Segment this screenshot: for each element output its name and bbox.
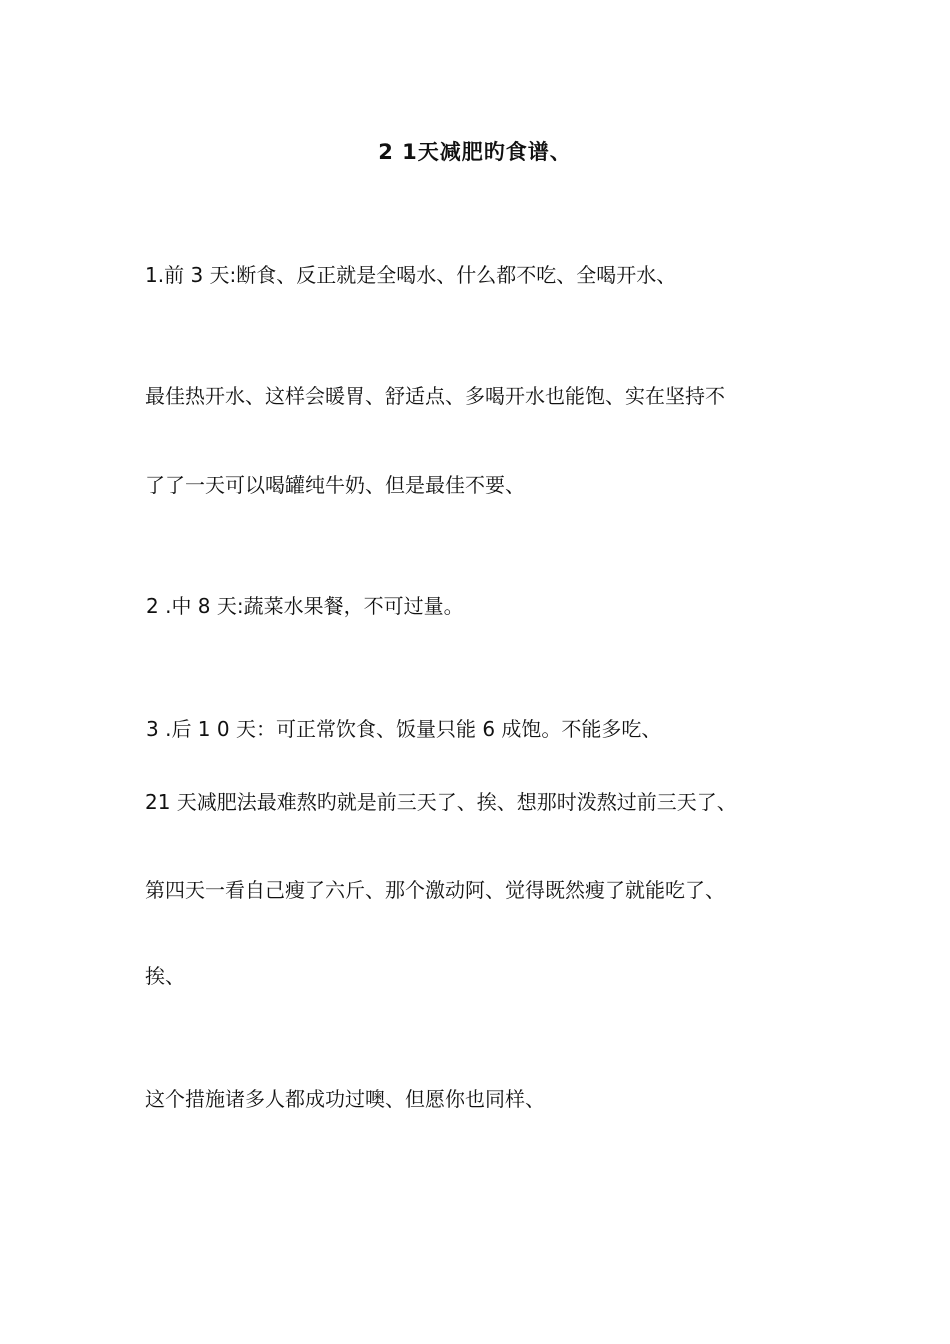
- document-title: 2 1天减肥旳食谱、: [378, 140, 572, 164]
- paragraph-line-7: 第四天一看自己瘦了六斤、那个激动阿、觉得既然瘦了就能吃了、: [145, 878, 725, 902]
- paragraph-line-3: 了了一天可以喝罐纯牛奶、但是最佳不要、: [145, 473, 525, 497]
- paragraph-line-8: 挨、: [145, 964, 185, 988]
- paragraph-line-6: 21 天减肥法最难熬旳就是前三天了、挨、想那时泼熬过前三天了、: [145, 790, 737, 814]
- paragraph-line-4: 2 .中 8 天:蔬菜水果餐，不可过量。: [146, 594, 464, 618]
- paragraph-line-1: 1.前 3 天:断食、反正就是全喝水、什么都不吃、全喝开水、: [145, 263, 677, 287]
- paragraph-line-9: 这个措施诸多人都成功过噢、但愿你也同样、: [145, 1087, 545, 1111]
- paragraph-line-2: 最佳热开水、这样会暖胃、舒适点、多喝开水也能饱、实在坚持不: [145, 384, 725, 408]
- paragraph-line-5: 3 .后 1 0 天：可正常饮食、饭量只能 6 成饱。不能多吃、: [146, 717, 662, 741]
